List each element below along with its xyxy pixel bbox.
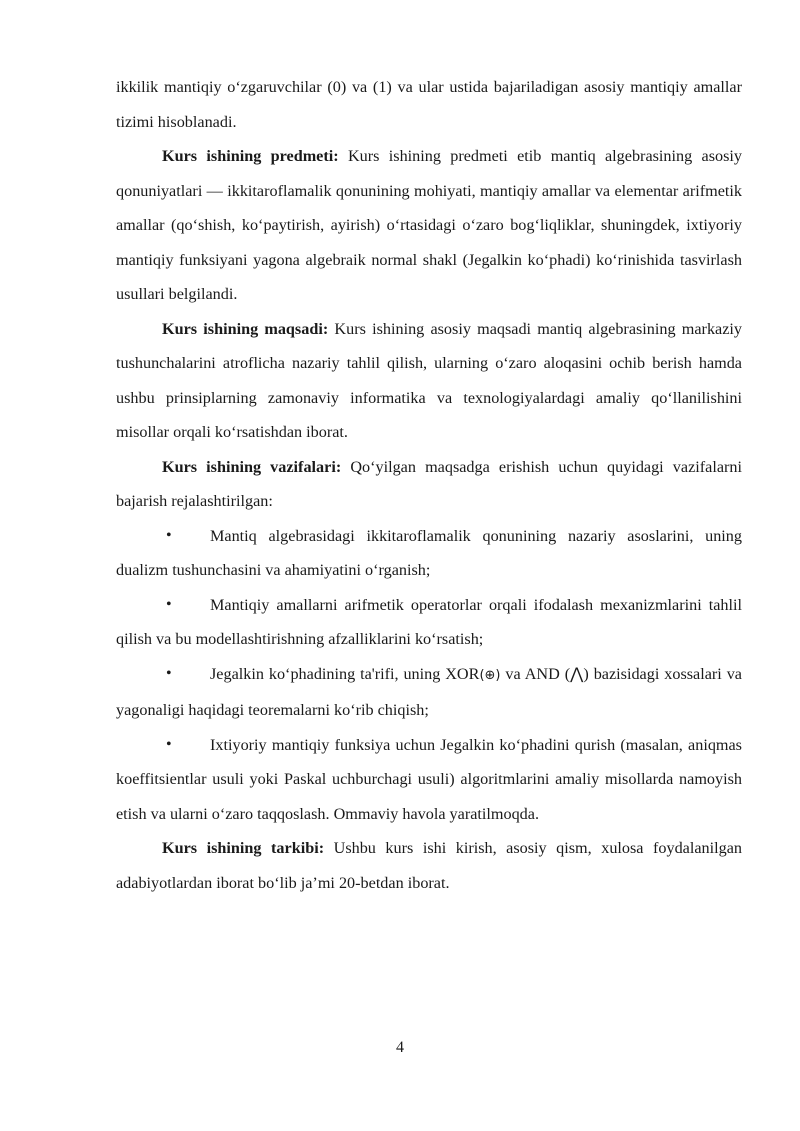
tasks-label: Kurs ishining vazifalari: xyxy=(162,457,342,476)
list-item-text: Mantiq algebrasidagi ikkitaroflamalik qonunining nazariy asoslarini, uning dualizm tushunchasini va ahamiyatini o‘rganish; xyxy=(116,526,742,579)
bullet-icon: • xyxy=(166,735,172,753)
list-item-text: ) bazisidagi xossalari va yagonaligi haqidagi teoremalarni ko‘rib chiqish; xyxy=(116,664,742,719)
bullet-icon: • xyxy=(166,526,172,544)
structure-label: Kurs ishining tarkibi: xyxy=(162,839,325,857)
goal-paragraph xyxy=(116,312,742,450)
and-symbol: ⋀ xyxy=(570,664,584,683)
tasks-paragraph xyxy=(116,450,742,519)
subject-paragraph xyxy=(116,139,742,312)
intro-continuation-paragraph: ikkilik mantiqiy o‘zgaruvchilar (0) va (1) va ular ustida bajariladigan asosiy mantiqiy amallar tizimi hisoblanadi. xyxy=(116,78,742,131)
structure-paragraph xyxy=(116,831,742,900)
document-page xyxy=(116,70,742,900)
page-number: 4 xyxy=(396,1039,404,1056)
list-item xyxy=(116,728,742,832)
subject-label: Kurs ishining predmeti: xyxy=(162,147,339,165)
tasks-text: Qo‘yilgan maqsadga erishish uchun quyidagi vazifalarni bajarish rejalashtirilgan: xyxy=(116,457,742,510)
bullet-icon: • xyxy=(166,664,172,682)
list-item-text: Ixtiyoriy mantiqiy funksiya uchun Jegalkin ko‘phadini qurish (masalan, aniqmas koeffitsientlar usuli yoki Paskal uchburchagi usuli) algoritmlarini amaliy misollarda namoyish etish va ularni o‘zaro taqqoslash. Ommaviy havola yaratilmoqda. xyxy=(116,735,742,823)
xor-symbol: (⊕) xyxy=(479,667,501,683)
goal-text: Kurs ishining asosiy maqsadi mantiq algebrasining markaziy tushunchalarini atroflicha nazariy tahlil qilish, ularning o‘zaro aloqasini ochib berish hamda ushbu prinsiplarning zamonaviy informatika va texnologiyalardagi amaliy qo‘llanilishini misollar orqali ko‘rsatishdan iborat. xyxy=(116,319,742,441)
subject-text: Kurs ishining predmeti etib mantiq algebrasining asosiy qonuniyatlari — ikkitaroflamalik qonunining mohiyati, mantiqiy amallar va elementar arifmetik amallar (qo‘shish, ko‘paytirish, ayirish) o‘rtasidagi o‘zaro bog‘liqliklar, shuningdek, ixtiyoriy mantiqiy funksiyani yagona algebraik normal shakl (Jegalkin ko‘phadi) ko‘rinishida tasvirlash usullari belgilandi. xyxy=(116,147,742,303)
list-item xyxy=(116,519,742,588)
structure-text: Ushbu kurs ishi kirish, asosiy qism, xulosa foydalanilgan adabiyotlardan iborat bo‘lib ja’mi 20-betdan iborat. xyxy=(116,839,743,892)
goal-label: Kurs ishining maqsadi: xyxy=(162,319,329,338)
list-item-text: va AND ( xyxy=(500,664,571,683)
list-item xyxy=(116,588,742,657)
list-item-text: Mantiqiy amallarni arifmetik operatorlar orqali ifodalash mexanizmlarini tahlil qilish va bu modellashtirishning afzalliklarini ko‘rsatish; xyxy=(116,595,742,648)
bullet-icon: • xyxy=(166,595,172,613)
list-item xyxy=(116,657,742,728)
list-item-text: Jegalkin ko‘phadining ta'rifi, uning XOR xyxy=(210,664,480,683)
